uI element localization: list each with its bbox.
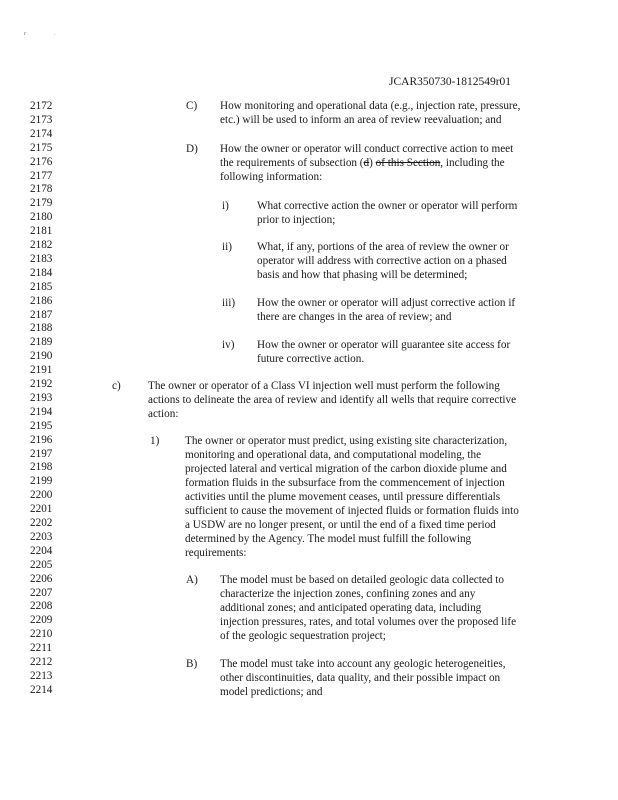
- text-fragment: the requirements of subsection (: [220, 157, 364, 169]
- line-number: 2211: [30, 642, 52, 655]
- line-number: 2172: [30, 100, 53, 112]
- item-label: B): [186, 658, 198, 670]
- text-line: characterize the injection zones, confining zones and any: [220, 588, 476, 600]
- line-number: 2188: [30, 322, 53, 335]
- text-line: formation fluids in the subsurface from the commencement of injection: [185, 477, 505, 489]
- text-line: future corrective action.: [257, 353, 365, 365]
- item-label: iv): [222, 339, 235, 351]
- text-line: operator will address with corrective action on a phased: [257, 255, 507, 267]
- item-label: C): [186, 100, 198, 112]
- text-line: activities until the plume movement ceases, until pressure differentials: [185, 491, 501, 503]
- item-label: 1): [150, 435, 160, 447]
- line-number: 2209: [30, 614, 53, 627]
- document-id: JCAR350730-1812549r01: [389, 76, 512, 88]
- item-label: A): [186, 574, 198, 586]
- text-line: additional zones; and anticipated operating data, including: [220, 602, 482, 614]
- text-line: model predictions; and: [220, 686, 323, 698]
- line-number: 2213: [30, 669, 53, 682]
- text-fragment: , including the: [440, 157, 505, 169]
- text-line: there are changes in the area of review; and: [257, 311, 452, 323]
- text-line: monitoring and operational data, and computational modeling, the: [185, 449, 482, 461]
- line-number: 2203: [30, 530, 53, 543]
- line-number: 2196: [30, 433, 53, 446]
- text-line: determined by the Agency. The model must fulfill the following: [185, 533, 472, 545]
- line-number: 2202: [30, 517, 53, 529]
- text-line: of the geologic sequestration project;: [220, 630, 386, 642]
- line-number: 2204: [30, 544, 53, 557]
- text-line: action:: [148, 408, 179, 420]
- deleted-text: of this Section: [375, 157, 441, 169]
- text-line: following information:: [220, 171, 323, 183]
- line-number: 2186: [30, 294, 53, 307]
- text-fragment: ): [369, 157, 376, 169]
- line-number: 2184: [30, 266, 53, 279]
- scan-mark: .: [54, 31, 56, 37]
- text-line: prior to injection;: [257, 214, 336, 226]
- text-line: actions to delineate the area of review and identify all wells that require corrective: [148, 394, 517, 406]
- text-line: basis and how that phasing will be determined;: [257, 269, 468, 281]
- line-number: 2201: [30, 503, 53, 516]
- line-number: 2200: [30, 489, 53, 502]
- line-number: 2185: [30, 280, 53, 293]
- line-number: 2195: [30, 419, 53, 432]
- text-line: What, if any, portions of the area of review the owner or: [257, 241, 509, 253]
- text-line: The model must take into account any geologic heterogeneities,: [220, 658, 506, 670]
- text-line: other discontinuities, data quality, and their possible impact on: [220, 672, 501, 684]
- line-number: 2183: [30, 252, 53, 265]
- line-number: 2174: [30, 127, 53, 140]
- item-label: c): [112, 380, 121, 392]
- text-line: requirements:: [185, 547, 247, 559]
- scan-marks: [24, 31, 84, 37]
- text-line: What corrective action the owner or operator will perform: [257, 200, 518, 212]
- item-label: iii): [222, 297, 236, 309]
- line-number: 2214: [30, 683, 53, 696]
- text-line: injection pressures, rates, and total volumes over the proposed life: [220, 616, 517, 628]
- text-line: The owner or operator of a Class VI injection well must perform the following: [148, 380, 500, 392]
- text-line: The owner or operator must predict, using existing site characterization,: [185, 435, 508, 447]
- text-line: [220, 157, 505, 169]
- text-line: sufficient to cause the movement of injected fluids or formation fluids into: [185, 505, 519, 517]
- item-label: D): [186, 143, 198, 155]
- line-number: 2175: [30, 141, 53, 154]
- text-line: a USDW are no longer present, or until the end of a fixed time period: [185, 519, 496, 531]
- line-number: 2194: [30, 405, 53, 418]
- scan-mark: r: [24, 31, 26, 37]
- text-line: How monitoring and operational data (e.g., injection rate, pressure,: [220, 100, 521, 112]
- text-line: etc.) will be used to inform an area of review reevaluation; and: [220, 114, 502, 126]
- line-number: 2190: [30, 350, 53, 363]
- line-number: 2180: [30, 211, 53, 224]
- line-number: 2212: [30, 656, 53, 668]
- line-number: 2199: [30, 475, 53, 488]
- line-number: 2198: [30, 461, 53, 474]
- line-number: 2210: [30, 628, 53, 641]
- line-number: 2206: [30, 572, 53, 585]
- line-number: 2205: [30, 558, 53, 571]
- line-number: 2208: [30, 600, 53, 613]
- text-line: How the owner or operator will conduct corrective action to meet: [220, 143, 514, 155]
- item-label: ii): [222, 241, 232, 253]
- line-number: 2187: [30, 308, 53, 321]
- line-number: 2177: [30, 169, 53, 182]
- line-number: 2197: [30, 447, 53, 460]
- line-number: 2182: [30, 239, 53, 251]
- line-number: 2179: [30, 197, 53, 210]
- line-number: 2193: [30, 391, 53, 404]
- line-number: 2191: [30, 364, 53, 377]
- line-number: 2176: [30, 155, 53, 168]
- line-number: 2173: [30, 113, 53, 126]
- text-line: The model must be based on detailed geologic data collected to: [220, 574, 504, 586]
- text-line: How the owner or operator will adjust corrective action if: [257, 297, 516, 309]
- deleted-text: d: [363, 157, 370, 169]
- item-label: i): [222, 200, 229, 212]
- line-number: 2207: [30, 586, 53, 599]
- line-number: 2178: [30, 183, 53, 196]
- text-line: projected lateral and vertical migration of the carbon dioxide plume and: [185, 463, 507, 475]
- line-number: 2192: [30, 378, 53, 390]
- text-line: How the owner or operator will guarantee site access for: [257, 339, 511, 351]
- line-number: 2189: [30, 336, 53, 349]
- line-number: 2181: [30, 225, 53, 238]
